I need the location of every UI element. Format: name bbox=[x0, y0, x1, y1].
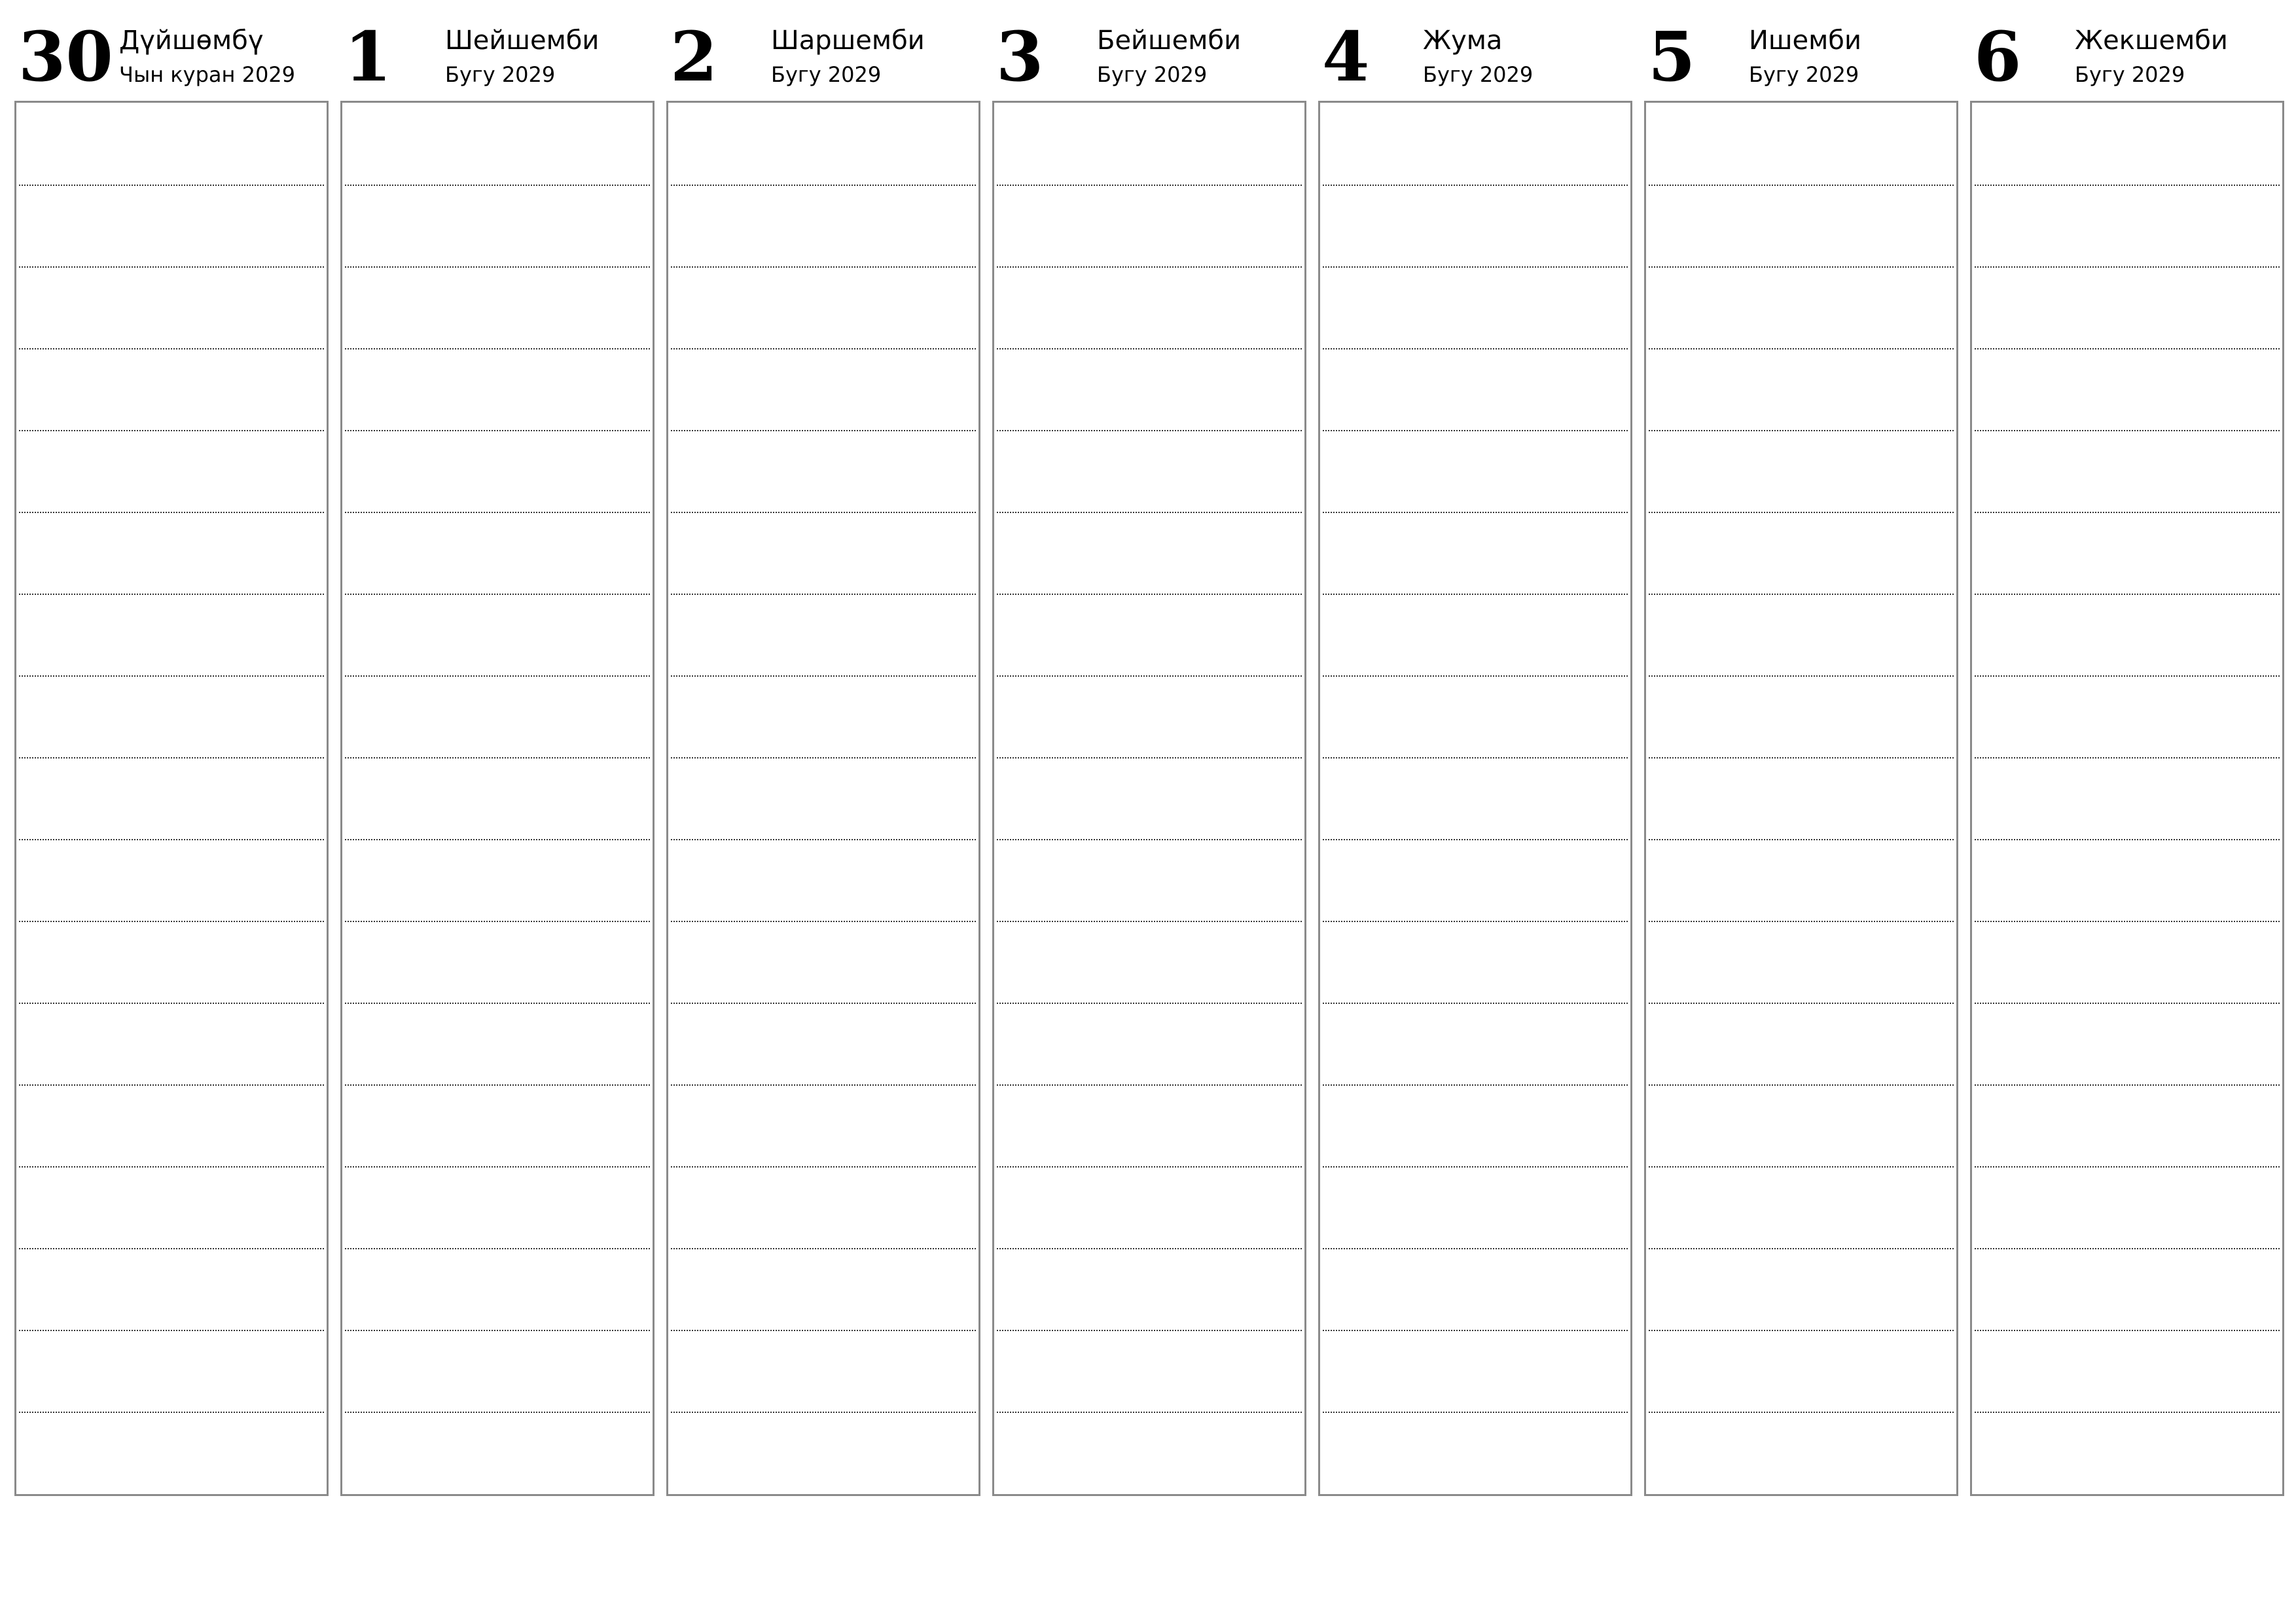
rule-line bbox=[671, 512, 976, 513]
rule-line bbox=[1649, 1248, 1954, 1249]
rule-line bbox=[671, 266, 976, 268]
rule-line bbox=[671, 921, 976, 922]
rule-line bbox=[1975, 921, 2280, 922]
rule-line bbox=[1323, 1003, 1628, 1004]
rule-line bbox=[19, 1084, 324, 1086]
day-name: Дүйшөмбү bbox=[119, 26, 264, 56]
rule-line bbox=[997, 348, 1302, 349]
rule-line bbox=[345, 430, 650, 431]
rule-line bbox=[345, 757, 650, 758]
rule-line bbox=[1975, 430, 2280, 431]
rule-line bbox=[1323, 430, 1628, 431]
rule-line bbox=[1649, 839, 1954, 840]
day-column-saturday bbox=[1644, 0, 1957, 1495]
rule-line bbox=[671, 839, 976, 840]
day-number: 6 bbox=[1974, 16, 2022, 97]
rule-line bbox=[1649, 185, 1954, 186]
rule-line bbox=[1975, 1412, 2280, 1413]
rule-line bbox=[1323, 594, 1628, 595]
rule-line bbox=[1975, 1330, 2280, 1331]
rule-line bbox=[997, 266, 1302, 268]
rule-line bbox=[345, 348, 650, 349]
rule-line bbox=[1975, 1003, 2280, 1004]
day-notes-box[interactable] bbox=[14, 101, 329, 1496]
day-header bbox=[1644, 0, 1957, 98]
rule-line bbox=[345, 1330, 650, 1331]
rule-line bbox=[997, 430, 1302, 431]
rule-line bbox=[997, 1166, 1302, 1168]
rule-line bbox=[1649, 1330, 1954, 1331]
rule-line bbox=[19, 185, 324, 186]
month-year: Бугу 2029 bbox=[1097, 62, 1208, 87]
day-name: Бейшемби bbox=[1097, 26, 1242, 56]
rule-line bbox=[1323, 1166, 1628, 1168]
rule-line bbox=[1323, 512, 1628, 513]
rule-line bbox=[1975, 512, 2280, 513]
rule-line bbox=[1323, 185, 1628, 186]
rule-line bbox=[1649, 1003, 1954, 1004]
rule-line bbox=[1649, 1084, 1954, 1086]
rule-line bbox=[997, 1084, 1302, 1086]
month-year: Бугу 2029 bbox=[445, 62, 556, 87]
rule-line bbox=[671, 675, 976, 677]
day-column-tuesday bbox=[340, 0, 653, 1495]
day-notes-box[interactable] bbox=[340, 101, 655, 1496]
rule-line bbox=[1649, 430, 1954, 431]
rule-line bbox=[1975, 266, 2280, 268]
rule-line bbox=[1323, 348, 1628, 349]
day-column-monday bbox=[14, 0, 327, 1495]
rule-line bbox=[19, 512, 324, 513]
rule-line bbox=[19, 1003, 324, 1004]
rule-line bbox=[1323, 1084, 1628, 1086]
day-name: Шаршемби bbox=[771, 26, 925, 56]
rule-line bbox=[997, 185, 1302, 186]
rule-line bbox=[345, 512, 650, 513]
rule-line bbox=[345, 921, 650, 922]
rule-line bbox=[997, 1330, 1302, 1331]
rule-line bbox=[19, 757, 324, 758]
rule-line bbox=[19, 430, 324, 431]
rule-line bbox=[671, 1248, 976, 1249]
rule-line bbox=[997, 1412, 1302, 1413]
rule-line bbox=[345, 1412, 650, 1413]
weekly-planner bbox=[14, 0, 2283, 1505]
rule-line bbox=[1323, 839, 1628, 840]
rule-line bbox=[1323, 757, 1628, 758]
rule-line bbox=[19, 675, 324, 677]
rule-line bbox=[1975, 594, 2280, 595]
rule-line bbox=[671, 1412, 976, 1413]
day-header bbox=[666, 0, 979, 98]
rule-line bbox=[19, 1248, 324, 1249]
day-notes-box[interactable] bbox=[666, 101, 980, 1496]
day-name: Жума bbox=[1423, 26, 1503, 56]
rule-line bbox=[345, 594, 650, 595]
rule-line bbox=[997, 1248, 1302, 1249]
day-column-thursday bbox=[992, 0, 1305, 1495]
day-name: Ишемби bbox=[1749, 26, 1861, 56]
rule-line bbox=[19, 266, 324, 268]
day-column-wednesday bbox=[666, 0, 979, 1495]
rule-line bbox=[1649, 348, 1954, 349]
day-header bbox=[1970, 0, 2283, 98]
day-header bbox=[14, 0, 327, 98]
rule-line bbox=[345, 1248, 650, 1249]
day-header bbox=[340, 0, 653, 98]
day-number: 3 bbox=[996, 16, 1044, 97]
day-notes-box[interactable] bbox=[1318, 101, 1632, 1496]
rule-line bbox=[671, 594, 976, 595]
rule-line bbox=[19, 1330, 324, 1331]
rule-line bbox=[997, 1003, 1302, 1004]
rule-line bbox=[345, 839, 650, 840]
rule-line bbox=[671, 430, 976, 431]
rule-line bbox=[1649, 1412, 1954, 1413]
month-year: Бугу 2029 bbox=[1423, 62, 1534, 87]
rule-line bbox=[345, 185, 650, 186]
rule-line bbox=[1649, 675, 1954, 677]
rule-line bbox=[1323, 675, 1628, 677]
rule-line bbox=[1323, 266, 1628, 268]
month-year: Бугу 2029 bbox=[771, 62, 882, 87]
month-year: Бугу 2029 bbox=[2075, 62, 2185, 87]
rule-line bbox=[997, 512, 1302, 513]
rule-line bbox=[1323, 921, 1628, 922]
month-year: Бугу 2029 bbox=[1749, 62, 1859, 87]
rule-line bbox=[345, 266, 650, 268]
day-notes-box[interactable] bbox=[1970, 101, 2284, 1496]
rule-line bbox=[997, 839, 1302, 840]
rule-line bbox=[1323, 1412, 1628, 1413]
rule-line bbox=[345, 1003, 650, 1004]
day-header bbox=[992, 0, 1305, 98]
rule-line bbox=[671, 1330, 976, 1331]
day-notes-box[interactable] bbox=[1644, 101, 1958, 1496]
day-header bbox=[1318, 0, 1631, 98]
day-number: 4 bbox=[1322, 16, 1370, 97]
rule-line bbox=[19, 348, 324, 349]
rule-line bbox=[671, 757, 976, 758]
rule-line bbox=[1649, 1166, 1954, 1168]
day-number: 2 bbox=[670, 16, 718, 97]
rule-line bbox=[997, 757, 1302, 758]
rule-line bbox=[1975, 1166, 2280, 1168]
rule-line bbox=[671, 1003, 976, 1004]
day-column-sunday bbox=[1970, 0, 2283, 1495]
day-column-friday bbox=[1318, 0, 1631, 1495]
rule-line bbox=[997, 675, 1302, 677]
rule-line bbox=[671, 348, 976, 349]
month-year: Чын куран 2029 bbox=[119, 62, 296, 87]
rule-line bbox=[1975, 348, 2280, 349]
rule-line bbox=[19, 1166, 324, 1168]
rule-line bbox=[1323, 1330, 1628, 1331]
rule-line bbox=[19, 839, 324, 840]
day-number: 30 bbox=[18, 16, 113, 97]
rule-line bbox=[1975, 185, 2280, 186]
rule-line bbox=[345, 1084, 650, 1086]
rule-line bbox=[345, 1166, 650, 1168]
rule-line bbox=[997, 921, 1302, 922]
rule-line bbox=[19, 921, 324, 922]
rule-line bbox=[1975, 839, 2280, 840]
rule-line bbox=[1975, 1084, 2280, 1086]
rule-line bbox=[19, 594, 324, 595]
day-number: 1 bbox=[344, 16, 392, 97]
rule-line bbox=[671, 1084, 976, 1086]
rule-line bbox=[1975, 1248, 2280, 1249]
rule-line bbox=[1649, 594, 1954, 595]
rule-line bbox=[1649, 266, 1954, 268]
day-name: Жекшемби bbox=[2075, 26, 2228, 56]
rule-line bbox=[1975, 675, 2280, 677]
rule-line bbox=[671, 185, 976, 186]
rule-line bbox=[1649, 921, 1954, 922]
rule-line bbox=[1323, 1248, 1628, 1249]
rule-line bbox=[997, 594, 1302, 595]
rule-line bbox=[19, 1412, 324, 1413]
rule-line bbox=[1649, 512, 1954, 513]
day-name: Шейшемби bbox=[445, 26, 600, 56]
day-number: 5 bbox=[1648, 16, 1696, 97]
rule-line bbox=[345, 675, 650, 677]
rule-line bbox=[1649, 757, 1954, 758]
rule-line bbox=[1975, 757, 2280, 758]
day-notes-box[interactable] bbox=[992, 101, 1306, 1496]
rule-line bbox=[671, 1166, 976, 1168]
